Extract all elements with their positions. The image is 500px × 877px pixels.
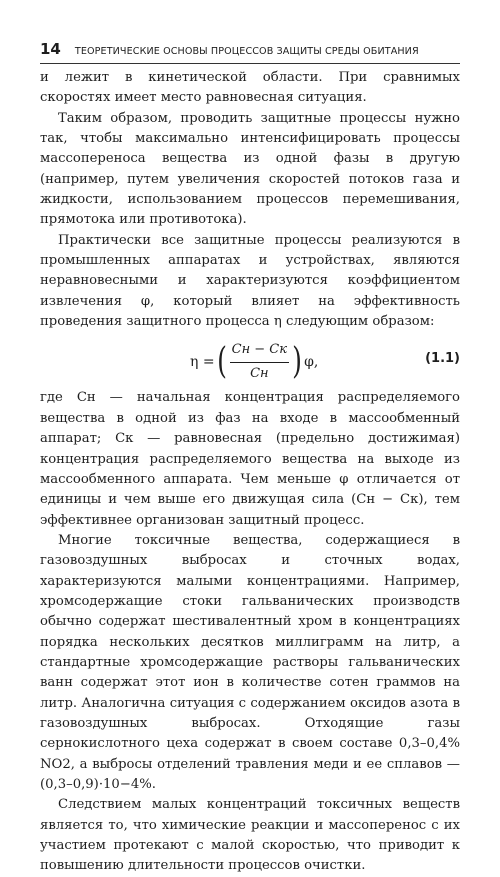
running-title: ТЕОРЕТИЧЕСКИЕ ОСНОВЫ ПРОЦЕССОВ ЗАЩИТЫ СРЕДЫ ОБИТАНИЯ — [74, 46, 419, 57]
right-paren: ) — [292, 341, 302, 383]
paragraph-definition: где Cн — начальная концентрация распределяемого вещества в одной из фаз на входе в массообменный аппарат; Cк — равновесная (предельно достижимая) концентрация распределяемого вещества на выходе из массообменного аппарата. Чем меньше φ отличается от единицы и чем выше его движущая сила (Cн − Cк), тем эффективнее организован защитный процесс. — [40, 390, 460, 528]
paragraph-consequence: Следствием малых концентраций токсичных веществ является то, что химические реакции и массоперенос с их участием протекают с малой скоростью, что приводит к повышению длительности процессов очистки. — [40, 797, 460, 874]
formula-1-1 — [40, 336, 460, 388]
formula-body — [190, 340, 318, 384]
formula-numerator: Cн − Cк — [230, 340, 289, 362]
header-rule — [40, 63, 460, 64]
paragraph-intensify: Таким образом, проводить защитные процессы нужно так, чтобы максимально интенсифицировать процессы массопереноса вещества из одной фазы в другую (например, путем увеличения скоростей потоков газа и жидкости, использованием процессов перемешивания, прямотока или противотока). — [40, 110, 460, 228]
formula-rhs: φ, — [304, 354, 319, 371]
formula-fraction — [230, 340, 289, 384]
paragraph-toxic: Многие токсичные вещества, содержащиеся в газовоздушных выбросах и сточных водах, характеризуются малыми концентрациями. Например, хромсодержащие стоки гальванических производств обычно содержат шестивалентный хром в концентрациях порядка нескольких десятков миллиграмм на литр, а стандартные хромсодержащие растворы гальванических ванн содержат этот ион в количестве сотен граммов на литр. Аналогична ситуация с содержанием оксидов азота в газовоздушных выбросах. Отходящие газы сернокислотного цеха содержат в своем составе 0,3–0,4% NO2, а выбросы отделений травления меди и ее сплавов — (0,3–0,9)·10−4%. — [40, 532, 460, 792]
left-paren: ( — [216, 341, 227, 383]
body-text — [40, 68, 460, 877]
page-number: 14 — [40, 40, 61, 58]
paragraph-extraction: Практически все защитные процессы реализуются в промышленных аппаратах и устройствах, являются неравновесными и характеризуются коэффициентом извлечения φ, который влияет на эффективность проведения защитного процесса η следующим образом: — [40, 232, 460, 330]
paragraph-continuation: и лежит в кинетической области. При сравнимых скоростях имеет место равновесная ситуация. — [40, 70, 460, 106]
equation-number: (1.1) — [425, 351, 460, 367]
page-header — [40, 40, 460, 60]
formula-lhs: η = — [190, 354, 215, 371]
formula-denominator: Cн — [250, 365, 269, 381]
